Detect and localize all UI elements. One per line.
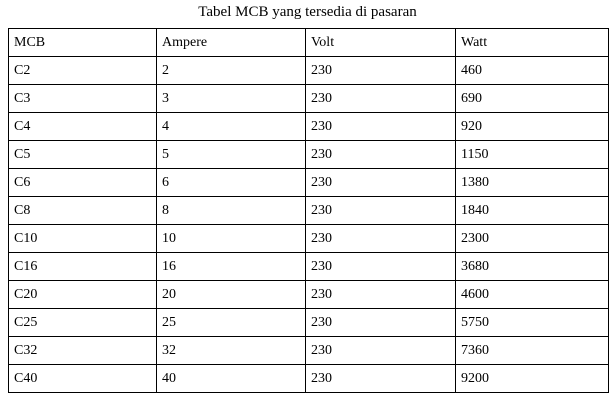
cell-mcb: C20: [9, 281, 157, 309]
cell-ampere: 25: [157, 309, 306, 337]
cell-watt: 9200: [456, 365, 609, 393]
header-mcb: MCB: [9, 29, 157, 57]
cell-ampere: 8: [157, 197, 306, 225]
cell-volt: 230: [306, 225, 456, 253]
table-row: [9, 337, 609, 365]
cell-watt: 460: [456, 57, 609, 85]
mcb-table: [8, 28, 609, 393]
table-row: [9, 197, 609, 225]
cell-ampere: 6: [157, 169, 306, 197]
cell-watt: 2300: [456, 225, 609, 253]
cell-ampere: 4: [157, 113, 306, 141]
cell-volt: 230: [306, 365, 456, 393]
cell-ampere: 40: [157, 365, 306, 393]
cell-ampere: 2: [157, 57, 306, 85]
cell-volt: 230: [306, 281, 456, 309]
table-row: [9, 141, 609, 169]
cell-ampere: 20: [157, 281, 306, 309]
cell-ampere: 3: [157, 85, 306, 113]
cell-volt: 230: [306, 169, 456, 197]
cell-volt: 230: [306, 141, 456, 169]
cell-mcb: C25: [9, 309, 157, 337]
table-row: [9, 281, 609, 309]
table-row: [9, 169, 609, 197]
cell-ampere: 32: [157, 337, 306, 365]
cell-volt: 230: [306, 337, 456, 365]
table-header-row: [9, 29, 609, 57]
cell-watt: 4600: [456, 281, 609, 309]
cell-mcb: C3: [9, 85, 157, 113]
cell-volt: 230: [306, 253, 456, 281]
cell-mcb: C40: [9, 365, 157, 393]
header-ampere: Ampere: [157, 29, 306, 57]
cell-mcb: C2: [9, 57, 157, 85]
cell-mcb: C5: [9, 141, 157, 169]
cell-volt: 230: [306, 113, 456, 141]
cell-watt: 1150: [456, 141, 609, 169]
table-row: [9, 113, 609, 141]
table-row: [9, 85, 609, 113]
cell-mcb: C32: [9, 337, 157, 365]
cell-volt: 230: [306, 85, 456, 113]
cell-ampere: 5: [157, 141, 306, 169]
cell-volt: 230: [306, 57, 456, 85]
cell-mcb: C10: [9, 225, 157, 253]
cell-ampere: 16: [157, 253, 306, 281]
cell-watt: 7360: [456, 337, 609, 365]
cell-mcb: C16: [9, 253, 157, 281]
table-caption: Tabel MCB yang tersedia di pasaran: [198, 4, 417, 20]
cell-watt: 920: [456, 113, 609, 141]
table-row: [9, 309, 609, 337]
table-row: [9, 253, 609, 281]
cell-mcb: C6: [9, 169, 157, 197]
table-row: [9, 225, 609, 253]
cell-volt: 230: [306, 309, 456, 337]
cell-ampere: 10: [157, 225, 306, 253]
cell-watt: 5750: [456, 309, 609, 337]
cell-watt: 1840: [456, 197, 609, 225]
header-volt: Volt: [306, 29, 456, 57]
cell-watt: 1380: [456, 169, 609, 197]
cell-mcb: C4: [9, 113, 157, 141]
cell-watt: 3680: [456, 253, 609, 281]
cell-mcb: C8: [9, 197, 157, 225]
header-watt: Watt: [456, 29, 609, 57]
table-row: [9, 365, 609, 393]
cell-watt: 690: [456, 85, 609, 113]
table-row: [9, 57, 609, 85]
cell-volt: 230: [306, 197, 456, 225]
